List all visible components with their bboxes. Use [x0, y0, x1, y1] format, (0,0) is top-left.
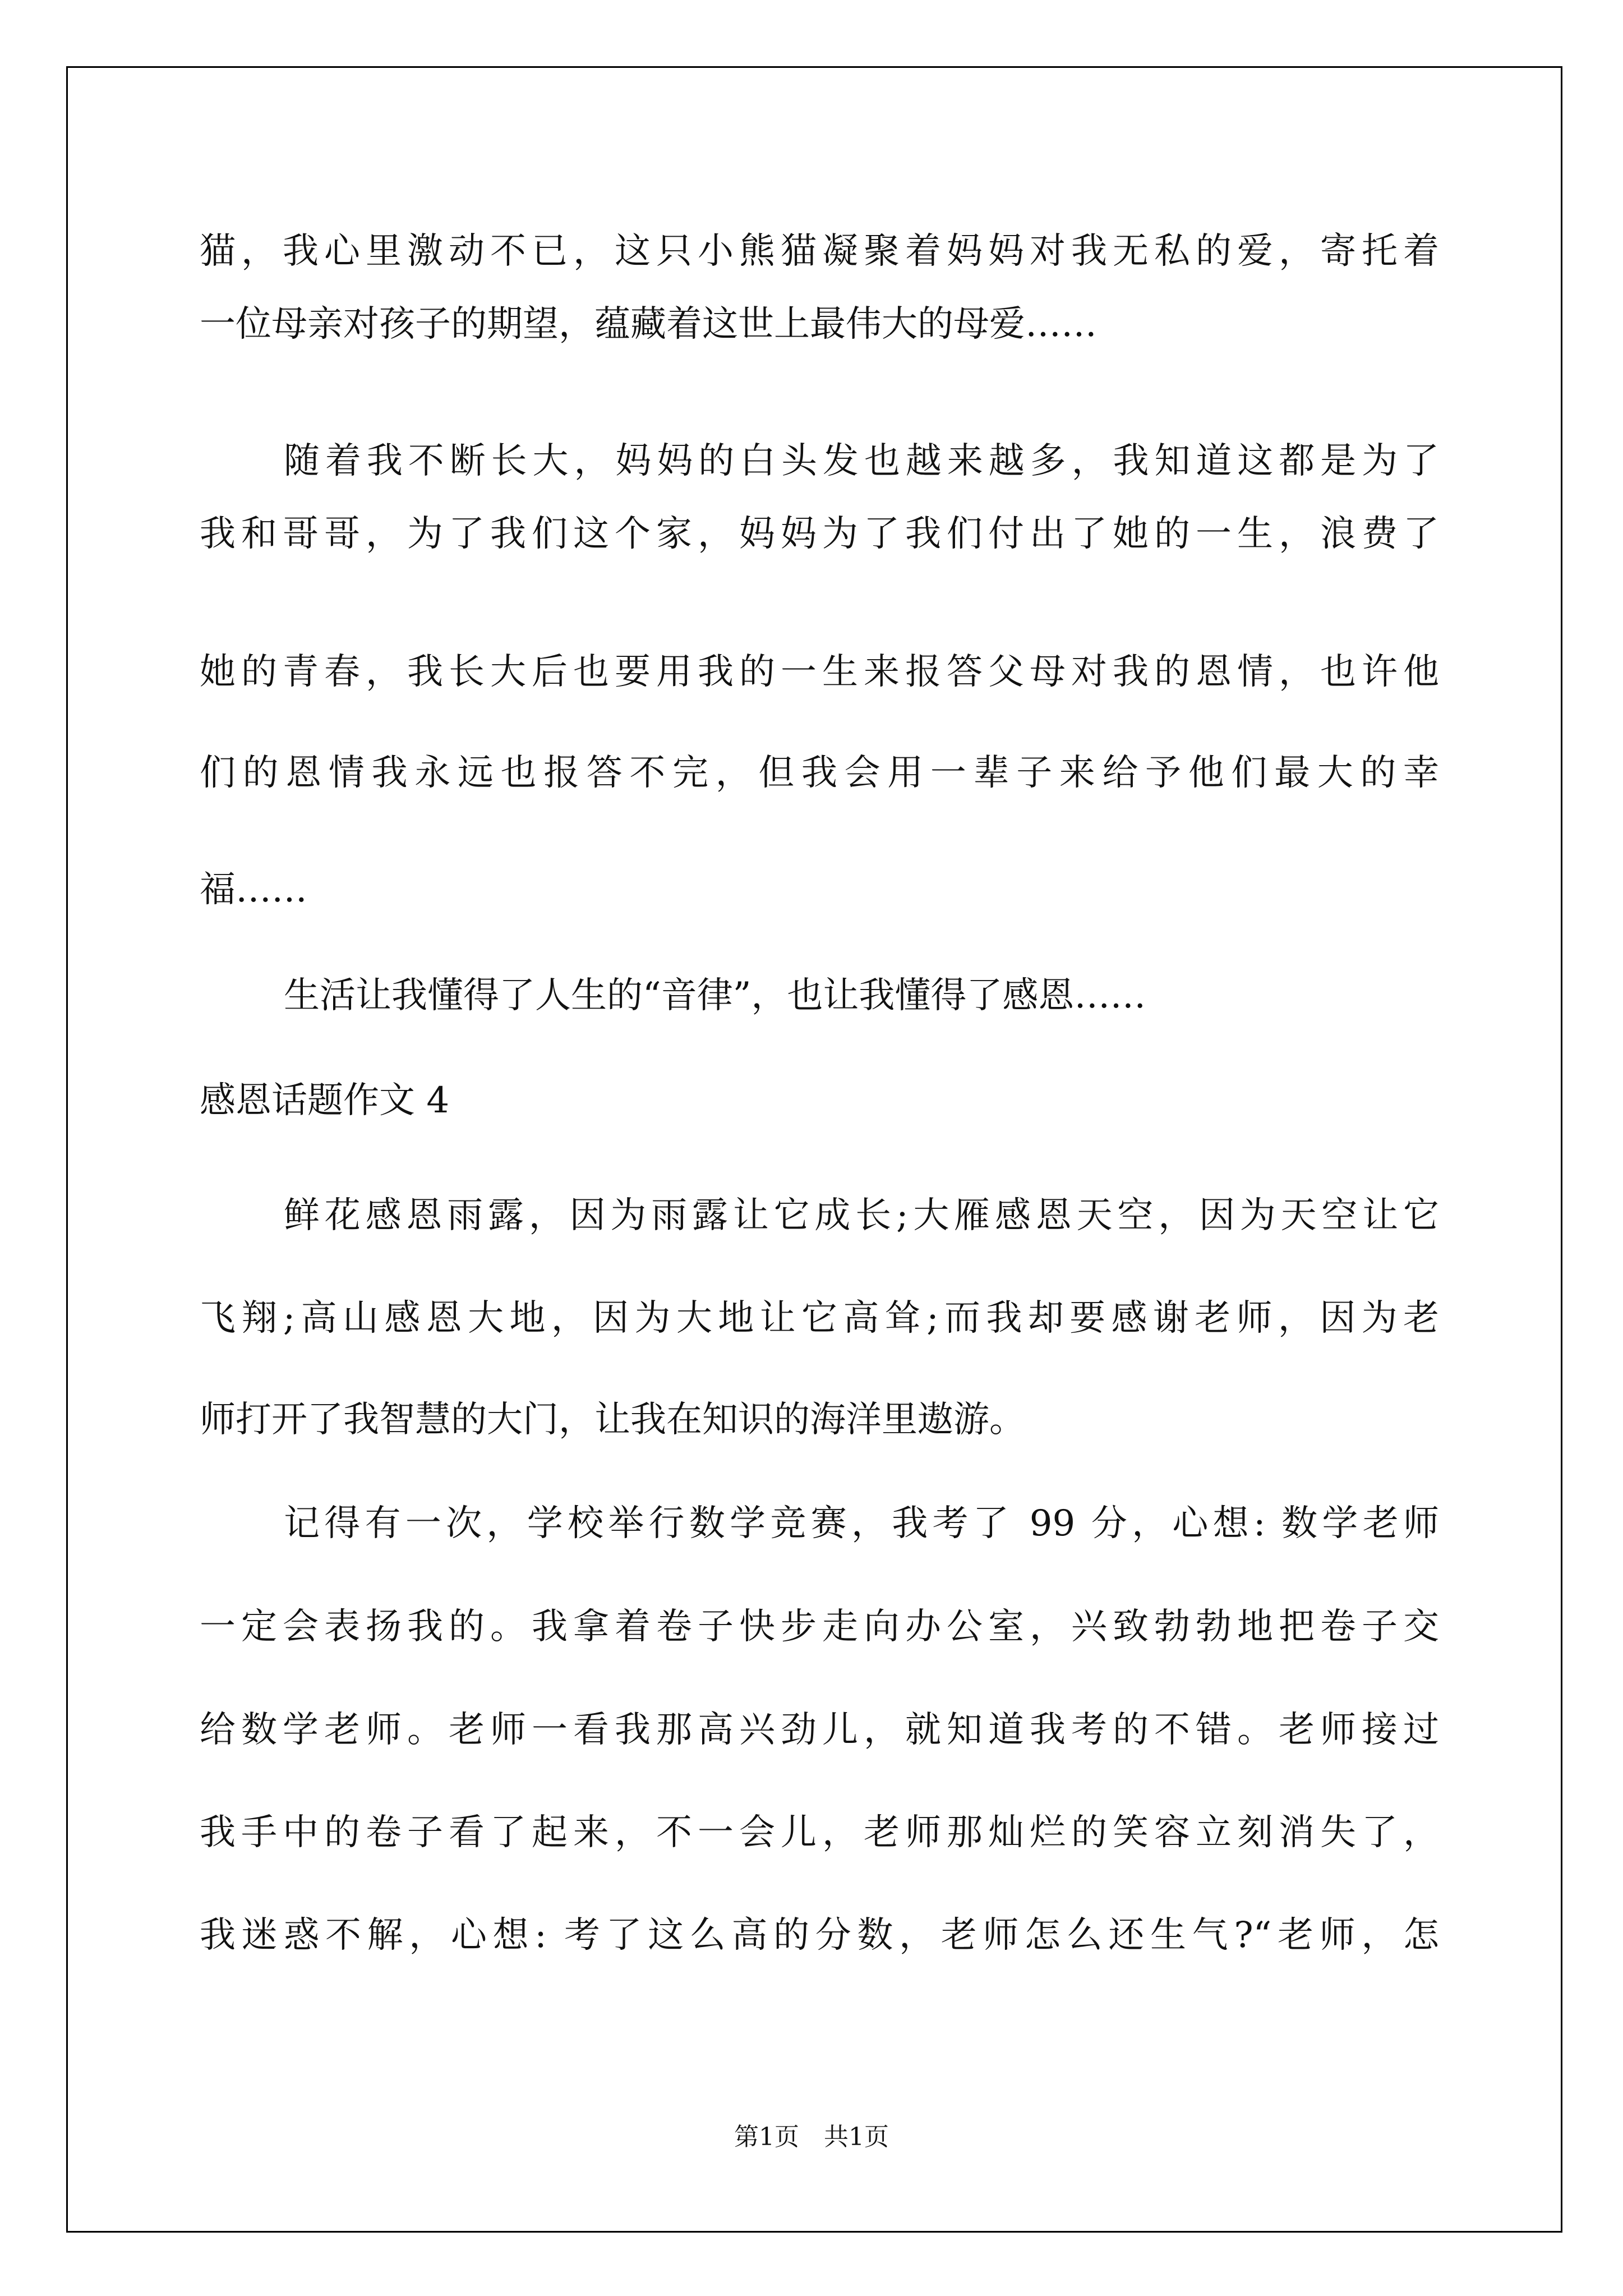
text-line: 一定会表扬我的。我拿着卷子快步走向办公室，兴致勃勃地把卷子交: [200, 1606, 1439, 1648]
text-line: 记得有一次，学校举行数学竞赛，我考了 99 分，心想: 数学老师: [284, 1503, 1439, 1544]
text-line: 鲜花感恩雨露，因为雨露让它成长;大雁感恩天空，因为天空让它: [284, 1195, 1439, 1236]
text-line: 猫，我心里激动不已，这只小熊猫凝聚着妈妈对我无私的爱，寄托着: [200, 231, 1439, 272]
text-line: 们的恩情我永远也报答不完，但我会用一辈子来给予他们最大的幸: [200, 752, 1439, 794]
text-line: 飞翔;高山感恩大地，因为大地让它高耸;而我却要感谢老师，因为老: [200, 1297, 1439, 1339]
text-line: 随着我不断长大，妈妈的白头发也越来越多，我知道这都是为了: [284, 440, 1439, 482]
text-line: 她的青春，我长大后也要用我的一生来报答父母对我的恩情，也许他: [200, 651, 1439, 693]
page-border: [66, 66, 1562, 2233]
page-footer: 第1页 共1页: [734, 2123, 889, 2151]
text-line: 福……: [200, 869, 307, 910]
section-heading: 感恩话题作文 4: [200, 1080, 450, 1121]
text-line: 生活让我懂得了人生的“音律”，也让我懂得了感恩……: [284, 975, 1146, 1016]
text-line: 给数学老师。老师一看我那高兴劲儿，就知道我考的不错。老师接过: [200, 1709, 1439, 1751]
text-line: 师打开了我智慧的大门，让我在知识的海洋里遨游。: [200, 1399, 1025, 1441]
text-line: 一位母亲对孩子的期望，蕴藏着这世上最伟大的母爱……: [200, 303, 1097, 345]
text-line: 我手中的卷子看了起来，不一会儿，老师那灿烂的笑容立刻消失了，: [200, 1812, 1439, 1853]
text-line: 我迷惑不解，心想: 考了这么高的分数，老师怎么还生气?“老师，怎: [200, 1915, 1439, 1956]
text-line: 我和哥哥，为了我们这个家，妈妈为了我们付出了她的一生，浪费了: [200, 513, 1439, 555]
